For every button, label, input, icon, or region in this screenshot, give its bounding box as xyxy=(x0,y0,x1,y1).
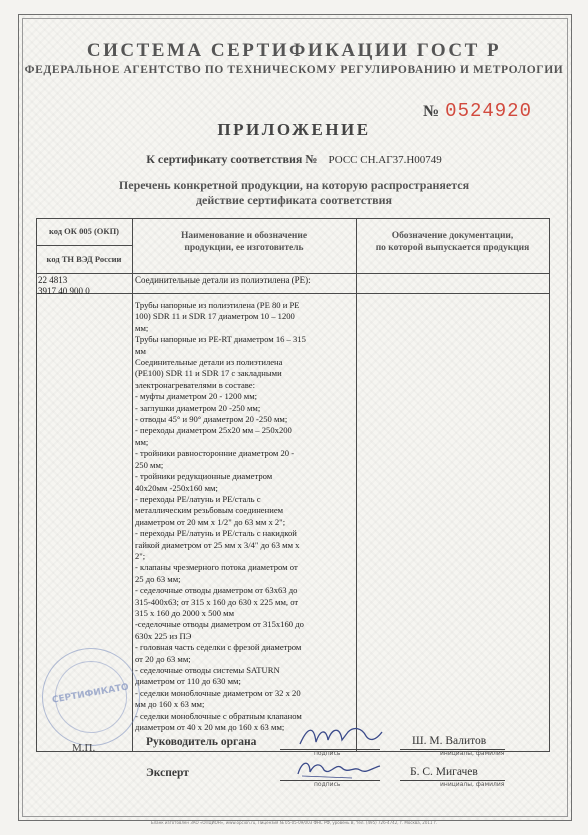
desc-line: - седелочные отводы диаметром от 63x63 до xyxy=(135,585,298,596)
desc-line: мм; xyxy=(135,436,149,447)
table-border-left xyxy=(36,218,37,752)
desc-line: - тройники равносторонние диаметром 20 - xyxy=(135,448,295,459)
desc-line: 250 мм; xyxy=(135,459,164,470)
head-signature xyxy=(296,722,386,750)
table-header-bottom xyxy=(36,273,550,274)
desc-line: - тройники редукционные диаметром xyxy=(135,471,273,482)
desc-line: - переходы PE/латунь и PE/сталь с накидкой xyxy=(135,528,297,539)
table-group-row-bottom xyxy=(36,293,550,294)
desc-line: Соединительные детали из полиэтилена xyxy=(135,357,283,368)
desc-line: 315 x 160 до 2000 x 500 мм xyxy=(135,607,235,618)
expert-signature xyxy=(292,754,384,782)
desc-line: 100) SDR 11 и SDR 17 диаметром 10 – 1200 xyxy=(135,311,295,322)
certificate-reference xyxy=(0,152,588,167)
col3-head-line-2: по которой выпускается продукция xyxy=(375,243,530,253)
certificate-number: РОСС СН.АГ37.Н00749 xyxy=(328,154,442,166)
expert-name-caption: инициалы, фамилия xyxy=(440,781,505,788)
desc-line: - заглушки диаметром 20 -250 мм; xyxy=(135,402,261,413)
list-title-line-1: Перечень конкретной продукции, на которую распространяется xyxy=(118,178,470,192)
desc-line: 2"; xyxy=(135,550,146,561)
stamp-text: СЕРТИФИКАТО xyxy=(51,682,130,706)
head-name: Ш. М. Валитов xyxy=(412,735,487,747)
table-border-top xyxy=(36,218,550,219)
code-okp: 22 4813 xyxy=(38,275,68,285)
desc-line: - седелки моноблочные с обратным клапаном xyxy=(135,710,302,721)
head-name-caption: инициалы, фамилия xyxy=(440,750,505,757)
desc-line: диаметром от 110 до 630 мм; xyxy=(135,676,241,687)
col1-head-okp: код ОК 005 (ОКП) xyxy=(48,226,120,236)
appendix-title: ПРИЛОЖЕНИЕ xyxy=(217,120,371,139)
desc-line: Трубы напорные из полиэтилена (PE 80 и PE xyxy=(135,300,300,310)
desc-line: мм до 160 x 63 мм; xyxy=(135,699,205,710)
expert-role-label: Эксперт xyxy=(146,767,189,779)
col2-head-line-2: продукции, ее изготовитель xyxy=(184,243,304,253)
desc-line: 315-400x63; от 315 x 160 до 630 x 225 мм, от xyxy=(135,596,299,607)
number-sign: № xyxy=(423,103,440,120)
form-number xyxy=(423,100,532,122)
col2-head xyxy=(132,230,356,254)
desc-line: 630x 225 из ПЭ xyxy=(135,630,192,641)
desc-line: электронагревателями в составе: xyxy=(135,379,255,390)
system-title: СИСТЕМА СЕРТИФИКАЦИИ ГОСТ Р xyxy=(86,40,502,61)
desc-line: 40x20мм -250x160 мм; xyxy=(135,482,218,493)
product-description xyxy=(135,300,350,733)
col3-head-line-1: Обозначение документации, xyxy=(391,231,514,241)
desc-line: - переходы PE/латунь и PE/сталь с xyxy=(135,493,261,504)
desc-line: мм xyxy=(135,345,146,356)
desc-line: от 20 до 63 мм; xyxy=(135,653,191,664)
agency-title: ФЕДЕРАЛЬНОЕ АГЕНТСТВО ПО ТЕХНИЧЕСКОМУ РЕГУЛИРОВАНИЮ И МЕТРОЛОГИИ xyxy=(24,64,564,76)
desc-line: - переходы диаметром 25x20 мм – 250x200 xyxy=(135,425,292,436)
desc-line: - клапаны чрезмерного потока диаметром от xyxy=(135,562,298,573)
col1-head-tnved: код ТН ВЭД России xyxy=(46,254,122,264)
expert-signature-caption: подпись xyxy=(314,781,341,788)
desc-line: 25 до 63 мм; xyxy=(135,573,181,584)
desc-line: гайкой диаметром от 25 мм x 3/4" до 63 мм x xyxy=(135,539,300,550)
seal-place-label: М.П. xyxy=(72,742,96,754)
form-serial-number: 0524920 xyxy=(445,100,532,122)
desc-line: диаметром от 20 мм x 1/2" до 63 мм x 2"; xyxy=(135,516,286,527)
code-tnved: 3917 40 900 0 xyxy=(38,286,90,296)
table-divider-2 xyxy=(356,218,357,752)
certificate-label: К сертификату соответствия № xyxy=(146,152,318,166)
list-title-line-2: действие сертификата соответствия xyxy=(195,193,393,207)
desc-line: - отводы 45° и 90° диаметром 20 -250 мм; xyxy=(135,414,288,425)
desc-line: -седелочные отводы диаметром от 315x160 до xyxy=(135,619,304,630)
head-signature-caption: подпись xyxy=(314,750,341,757)
desc-line: - седелки моноблочные диаметром от 32 x 20 xyxy=(135,687,301,698)
table-border-right xyxy=(549,218,550,752)
col2-head-line-1: Наименование и обозначение xyxy=(180,231,308,241)
desc-line: - седелочные отводы системы SATURN xyxy=(135,665,280,675)
col1-head-divider xyxy=(36,245,132,246)
desc-line: - муфты диаметром 20 - 1200 мм; xyxy=(135,391,258,402)
expert-name: Б. С. Мигачев xyxy=(410,766,478,778)
desc-line: (PE100) SDR 11 и SDR 17 с закладными xyxy=(135,368,282,379)
product-codes xyxy=(38,275,90,297)
col3-head xyxy=(356,230,549,254)
product-group-title: Соединительные детали из полиэтилена (PE): xyxy=(135,275,311,285)
list-title xyxy=(0,178,588,208)
desc-line: мм; xyxy=(135,322,149,333)
form-footer: Бланк изготовлен ЗАО «ОПЦИОН», www.opcion.ru, Лицензия № 05-05-09/003 ФНС РФ, уровень В, тел. (495) 726-4742, г. Москва, 2011 г. xyxy=(150,820,438,825)
desc-line: Трубы напорные из PE-RT диаметром 16 – 315 xyxy=(135,334,306,345)
desc-line: - головная часть седелки с фрезой диаметром xyxy=(135,642,302,653)
head-role-label: Руководитель органа xyxy=(146,736,257,748)
desc-line: металлическим резьбовым соединением xyxy=(135,505,284,516)
desc-line: диаметром от 40 x 20 мм до 160 x 63 мм; xyxy=(135,722,285,733)
